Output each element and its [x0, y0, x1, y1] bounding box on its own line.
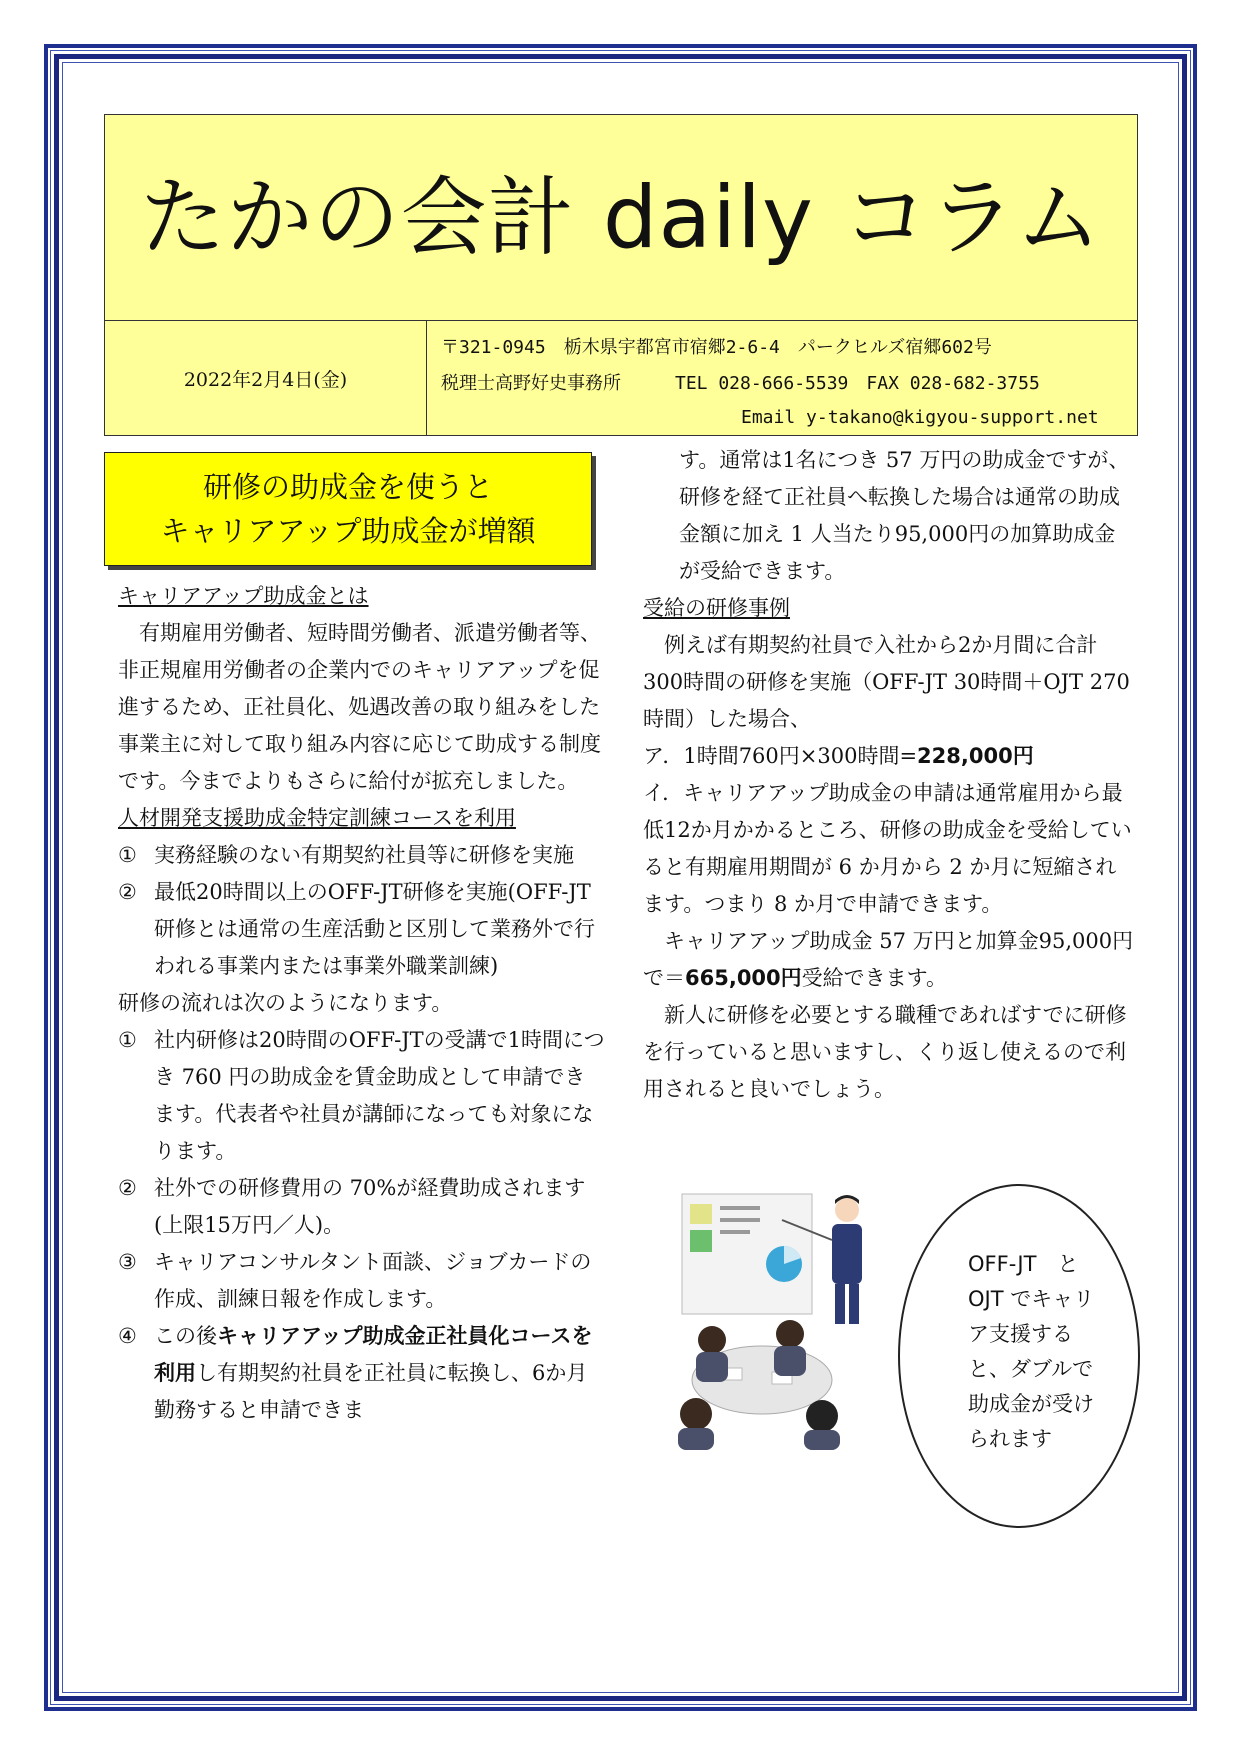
section-heading: 受給の研修事例: [643, 596, 790, 620]
page-title: たかの会計 daily コラム: [139, 168, 1103, 268]
list-item: [118, 1170, 606, 1244]
list-item: [118, 1022, 606, 1170]
text-run: 受給できます。: [801, 966, 947, 990]
item-label: ア．: [643, 744, 684, 768]
item-text: 1時間760円×300時間=: [683, 744, 918, 768]
list-number: ②: [118, 880, 137, 904]
presentation-board: [682, 1194, 812, 1314]
flow-intro: 研修の流れは次のようになります。: [118, 991, 453, 1015]
list-item: [118, 837, 606, 874]
title-box: [105, 115, 1137, 321]
emphasis-text: 228,000円: [917, 744, 1034, 768]
list-number: ①: [118, 1028, 137, 1052]
list-text: [154, 1318, 606, 1429]
issue-date: 2022年2月4日(金): [105, 321, 427, 435]
total-amount: [643, 923, 1135, 997]
section-heading: キャリアアップ助成金とは: [118, 584, 369, 608]
right-column: [643, 442, 1135, 1108]
list-text: 最低20時間以上のOFF-JT研修を実施(OFF-JT研修とは通常の生産活動と区別して業務外で行われる事業内または事業外職業訓練): [154, 880, 595, 978]
speech-bubble-text: OFF-JT と OJT でキャリア支援すると、ダブルで助成金が受けられます: [968, 1252, 1095, 1451]
case-intro: 例えば有期契約社員で入社から2か月間に合計300時間の研修を実施（OFF-JT 30時間＋OJT 270時間）した場合、: [643, 633, 1130, 731]
office-tel-fax: 税理士高野好史事務所 TEL 028-666-5539 FAX 028-682-3755: [441, 373, 1040, 394]
office-address: 〒321-0945 栃木県宇都宮市宿郷2-6-4 パークヒルズ宿郷602号: [441, 337, 992, 358]
text-run: し有期契約社員を正社員に転換し、6か月勤務すると申請できま: [154, 1361, 588, 1422]
masthead: [104, 114, 1138, 436]
item-label: イ．: [643, 781, 684, 805]
article-headline: [104, 452, 592, 566]
headline-line-1: 研修の助成金を使うと: [202, 470, 493, 504]
list-text: 社外での研修費用の 70%が経費助成されます(上限15万円／人)。: [154, 1176, 586, 1237]
left-column: [118, 578, 606, 1429]
list-item: [118, 1318, 606, 1429]
list-item: [118, 874, 606, 985]
calc-item-a: [643, 738, 1135, 775]
section-body: 有期雇用労働者、短時間労働者、派遣労働者等、非正規雇用労働者の企業内でのキャリアアップを促進するため、正社員化、処遇改善の取り組みをした事業主に対して取り組み内容に応じて助成する制度です。今までよりもさらに給付が拡充しました。: [118, 621, 601, 793]
training-meeting-illustration: [672, 1190, 878, 1450]
list-number: ②: [118, 1176, 137, 1200]
section-heading: 人材開発支援助成金特定訓練コースを利用: [118, 806, 516, 830]
list-number: ①: [118, 843, 137, 867]
item-text: キャリアアップ助成金の申請は通常雇用から最低12か月かかるところ、研修の助成金を受給していると有期雇用期間が 6 か月から 2 か月に短縮されます。つまり 8 か月で申請できます。: [643, 781, 1132, 916]
calc-item-b: [643, 775, 1135, 923]
closing-text: 新人に研修を必要とする職種であればすでに研修を行っていると思いますし、くり返し使えるので利用されると良いでしょう。: [643, 1003, 1127, 1101]
list-number: ④: [118, 1324, 137, 1348]
continued-text: す。通常は1名につき 57 万円の助成金ですが、研修を経て正社員へ転換した場合は通常の助成金額に加え 1 人当たり95,000円の加算助成金が受給できます。: [679, 448, 1130, 583]
office-info: [427, 321, 1137, 435]
emphasis-text: 665,000円: [685, 966, 802, 990]
list-number: ③: [118, 1250, 137, 1274]
list-item: [118, 1244, 606, 1318]
text-run: キャリアアップ助成金 57 万円と加算金95,000円で＝: [643, 929, 1134, 990]
list-text: 社内研修は20時間のOFF-JTの受講で1時間につき 760 円の助成金を賃金助成として申請できます。代表者や社員が講師になっても対象になります。: [154, 1028, 605, 1163]
emphasis-text: キャリアアップ助成金正社員化コースを利用: [154, 1324, 593, 1385]
headline-line-2: キャリアアップ助成金が増額: [160, 514, 536, 548]
text-run: この後: [154, 1324, 217, 1348]
office-email: Email y-takano@kigyou-support.net: [741, 407, 1099, 428]
list-text: キャリアコンサルタント面談、ジョブカードの作成、訓練日報を作成します。: [154, 1250, 592, 1311]
list-text: 実務経験のない有期契約社員等に研修を実施: [154, 843, 574, 867]
